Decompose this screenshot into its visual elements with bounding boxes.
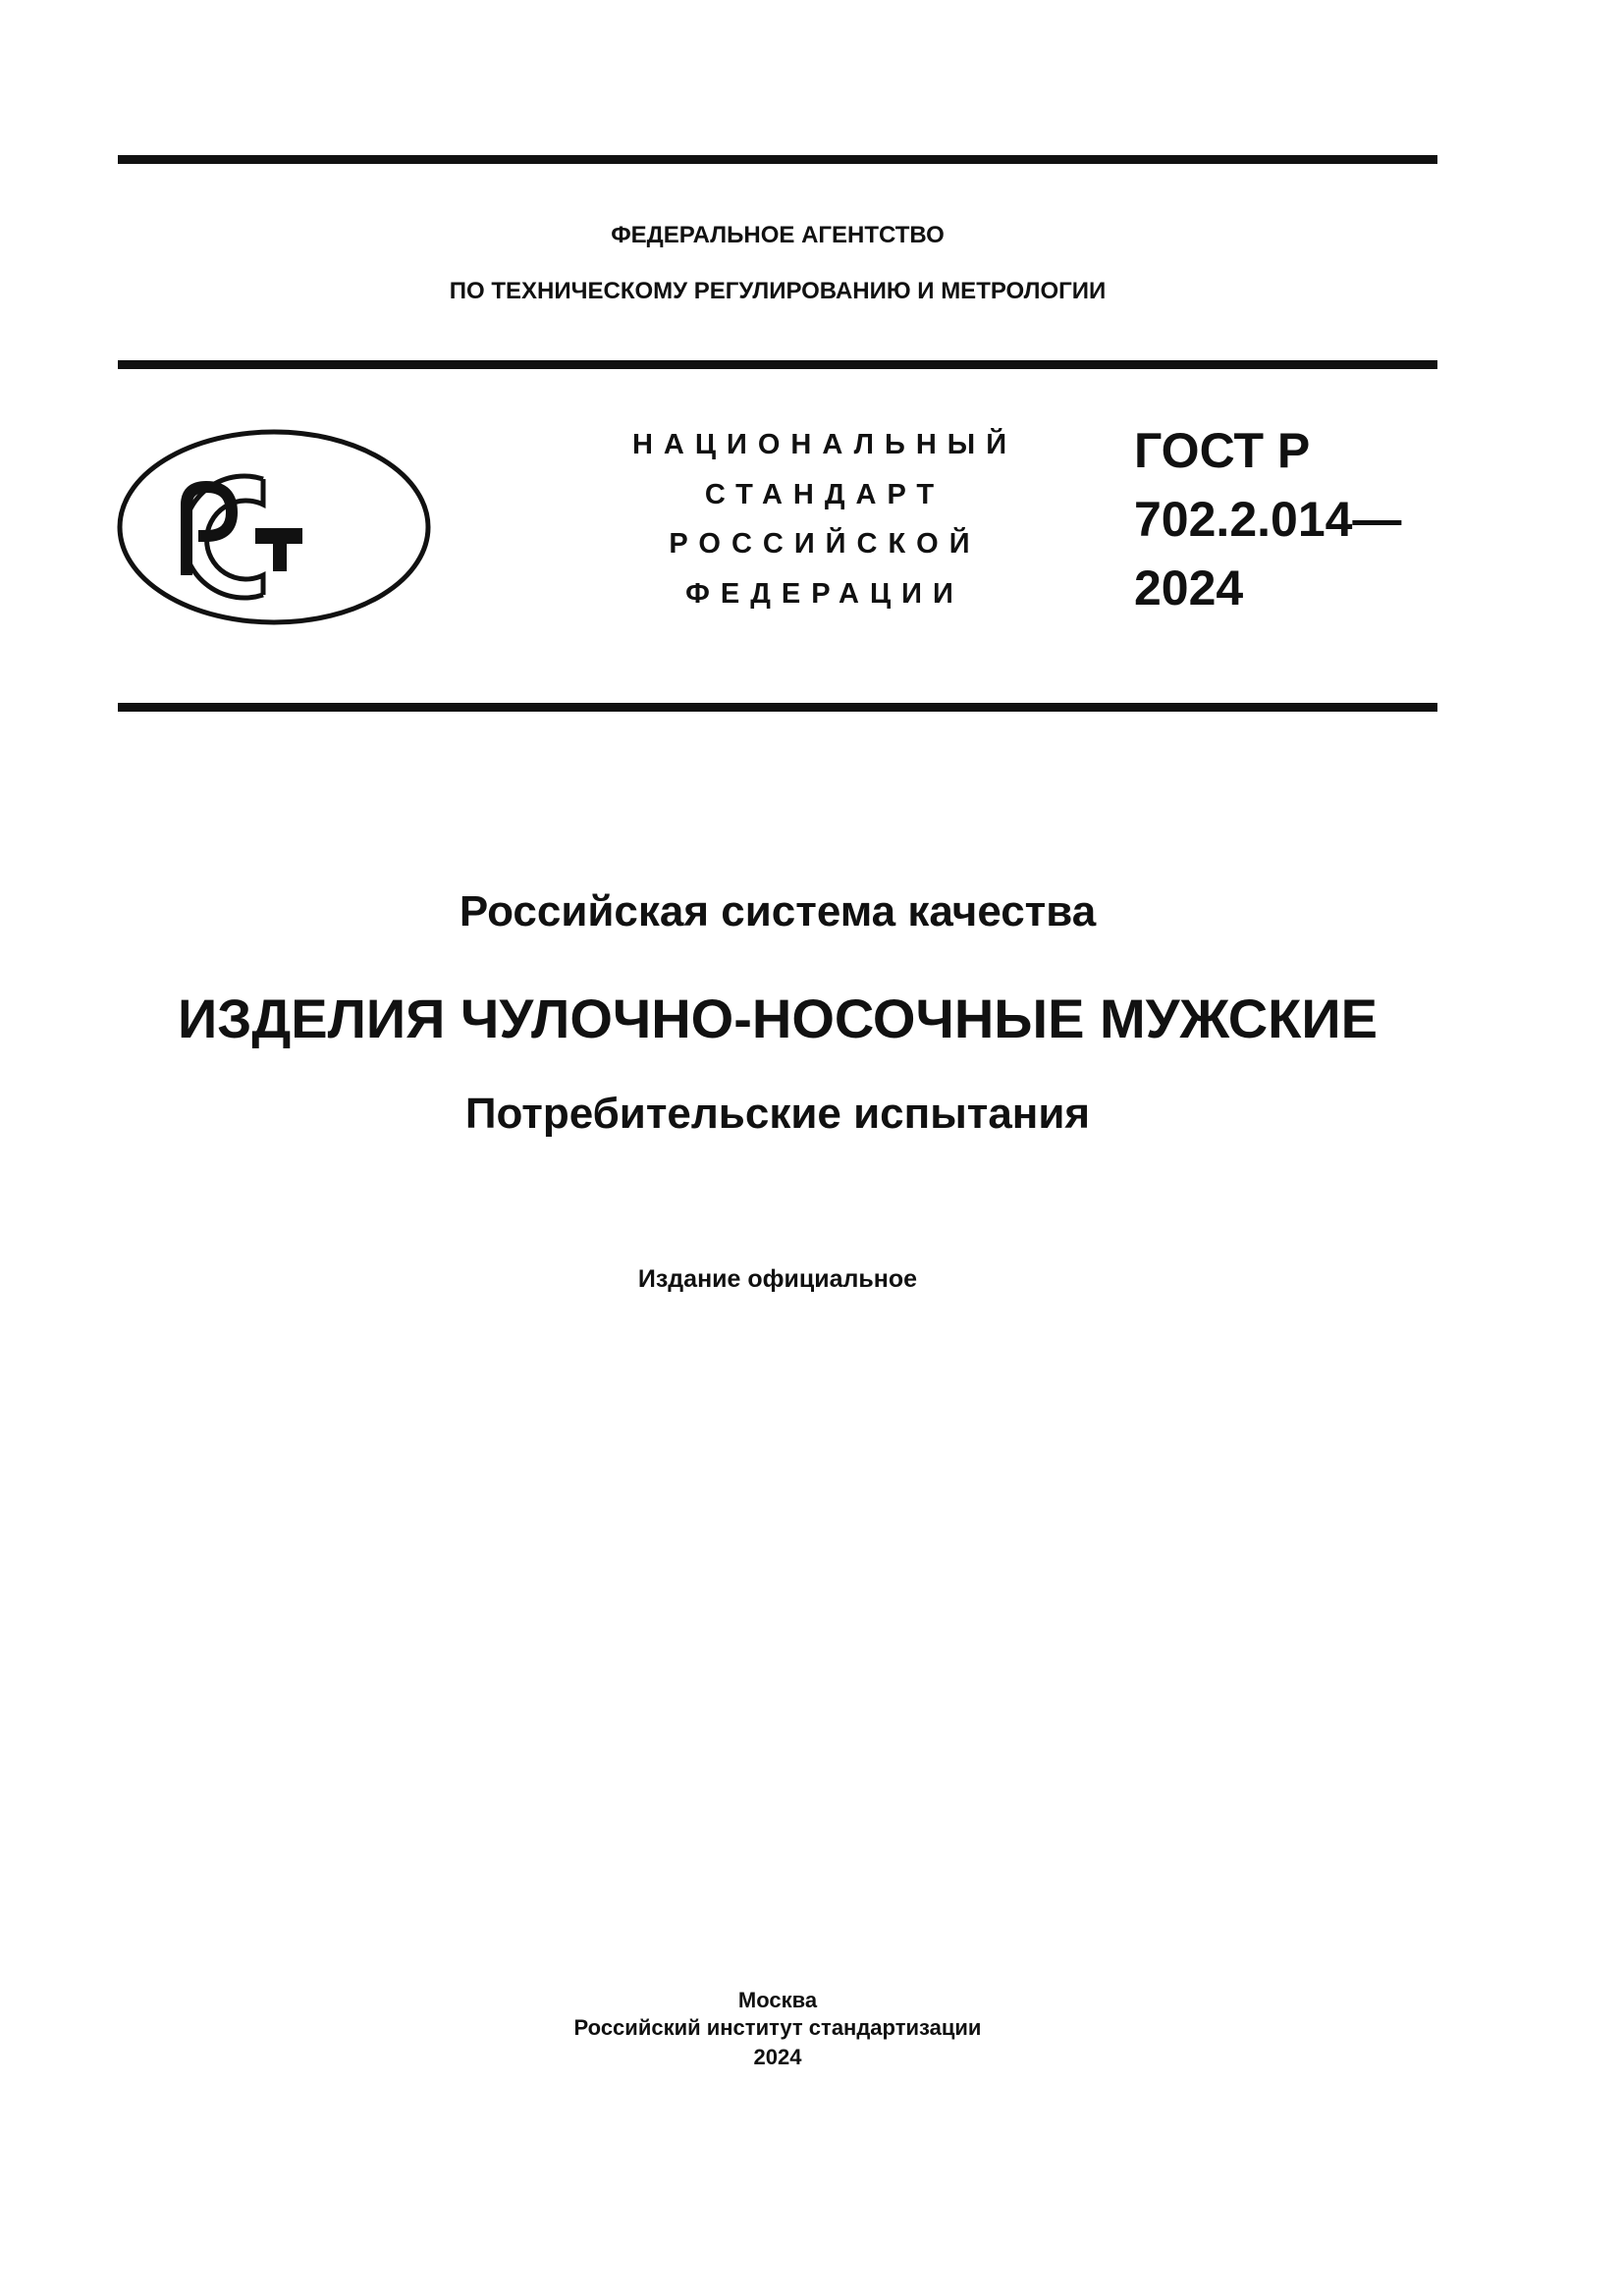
standard-type-line-1: НАЦИОНАЛЬНЫЙ [631, 429, 1018, 460]
agency-line-2: ПО ТЕХНИЧЕСКОМУ РЕГУЛИРОВАНИЮ И МЕТРОЛОГИИ [449, 278, 1107, 304]
standard-type-line-2: СТАНДАРТ [704, 479, 946, 510]
gost-designation-line-1: ГОСТ Р [1134, 423, 1311, 478]
rst-logo [116, 428, 432, 626]
edition-label: Издание официальное [637, 1265, 918, 1293]
imprint-publisher: Российский институт стандартизации [573, 2015, 982, 2040]
title-main: ИЗДЕЛИЯ ЧУЛОЧНО-НОСОЧНЫЕ МУЖСКИЕ [178, 988, 1378, 1049]
top-rule [118, 155, 1437, 164]
standard-type-line-3: РОССИЙСКОЙ [669, 528, 981, 560]
imprint-city: Москва [737, 1988, 818, 2012]
header-rule [118, 360, 1437, 369]
gost-designation-line-3: 2024 [1134, 561, 1244, 615]
standard-type-line-4: ФЕДЕРАЦИИ [685, 578, 964, 610]
imprint-year: 2024 [753, 2045, 802, 2069]
title-series: Российская система качества [459, 887, 1097, 935]
gost-designation-line-2: 702.2.014— [1134, 492, 1402, 547]
title-subtitle: Потребительские испытания [464, 1090, 1091, 1138]
block-rule [118, 703, 1437, 712]
agency-line-1: ФЕДЕРАЛЬНОЕ АГЕНТСТВО [611, 222, 945, 248]
